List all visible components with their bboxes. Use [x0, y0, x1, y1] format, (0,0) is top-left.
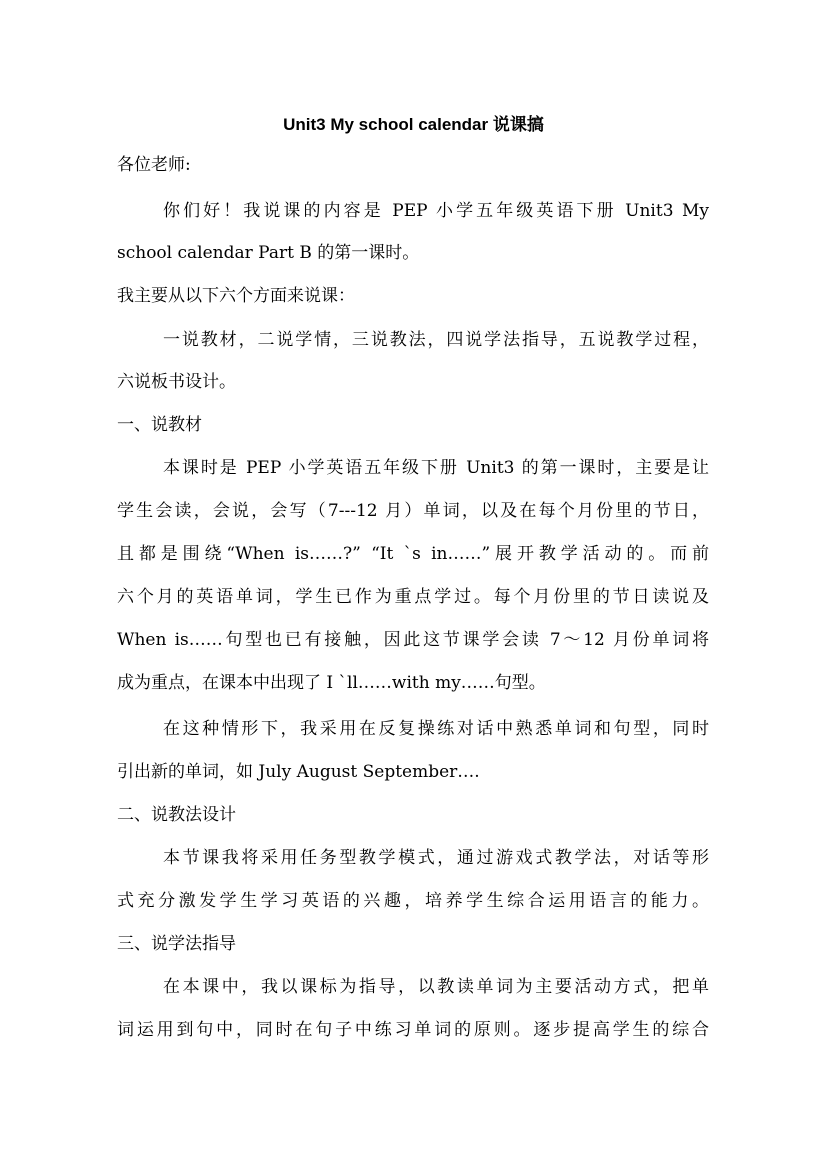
document-title: Unit3 My school calendar 说课搞: [283, 115, 544, 134]
textbook-paragraph-line: 成为重点，在课本中出现了 I `ll……with my……句型。: [117, 673, 546, 693]
teaching-method-paragraph-line: 式充分激发学生学习英语的兴趣，培养学生综合运用语言的能力。: [117, 891, 709, 911]
textbook-paragraph-line: 六个月的英语单词，学生已作为重点学过。每个月份里的节日读说及: [117, 587, 709, 607]
section-heading-study-guidance: 三、说学法指导: [117, 934, 236, 954]
outline-paragraph-line: 六说板书设计。: [117, 372, 236, 392]
study-guidance-paragraph-line: 词运用到句中，同时在句子中练习单词的原则。逐步提高学生的综合: [117, 1020, 709, 1040]
situation-paragraph-line: 在这种情形下，我采用在反复操练对话中熟悉单词和句型，同时: [163, 719, 709, 739]
textbook-paragraph-line: When is……句型也已有接触，因此这节课学会读 7～12 月份单词将: [117, 630, 709, 650]
greeting-line: 各位老师:: [117, 155, 191, 175]
textbook-paragraph-line: 且都是围绕“When is……?” “It `s in……”展开教学活动的。而前: [117, 544, 709, 564]
situation-paragraph-line: 引出新的单词，如 July August September….: [117, 762, 480, 782]
intro-paragraph-line: school calendar Part B 的第一课时。: [117, 243, 420, 263]
section-heading-textbook: 一、说教材: [117, 415, 202, 435]
textbook-paragraph-line: 学生会读，会说，会写（7---12 月）单词，以及在每个月份里的节日，: [117, 501, 709, 521]
textbook-paragraph-line: 本课时是 PEP 小学英语五年级下册 Unit3 的第一课时，主要是让: [163, 458, 709, 478]
intro-paragraph-line: 你们好！我说课的内容是 PEP 小学五年级英语下册 Unit3 My: [163, 201, 709, 221]
outline-paragraph-line: 一说教材，二说学情，三说教法，四说学法指导，五说教学过程，: [163, 330, 709, 350]
section-heading-teaching-method: 二、说教法设计: [117, 805, 236, 825]
teaching-method-paragraph-line: 本节课我将采用任务型教学模式，通过游戏式教学法，对话等形: [163, 848, 709, 868]
outline-intro-line: 我主要从以下六个方面来说课：: [117, 286, 355, 306]
study-guidance-paragraph-line: 在本课中，我以课标为指导，以教读单词为主要活动方式，把单: [163, 977, 709, 997]
